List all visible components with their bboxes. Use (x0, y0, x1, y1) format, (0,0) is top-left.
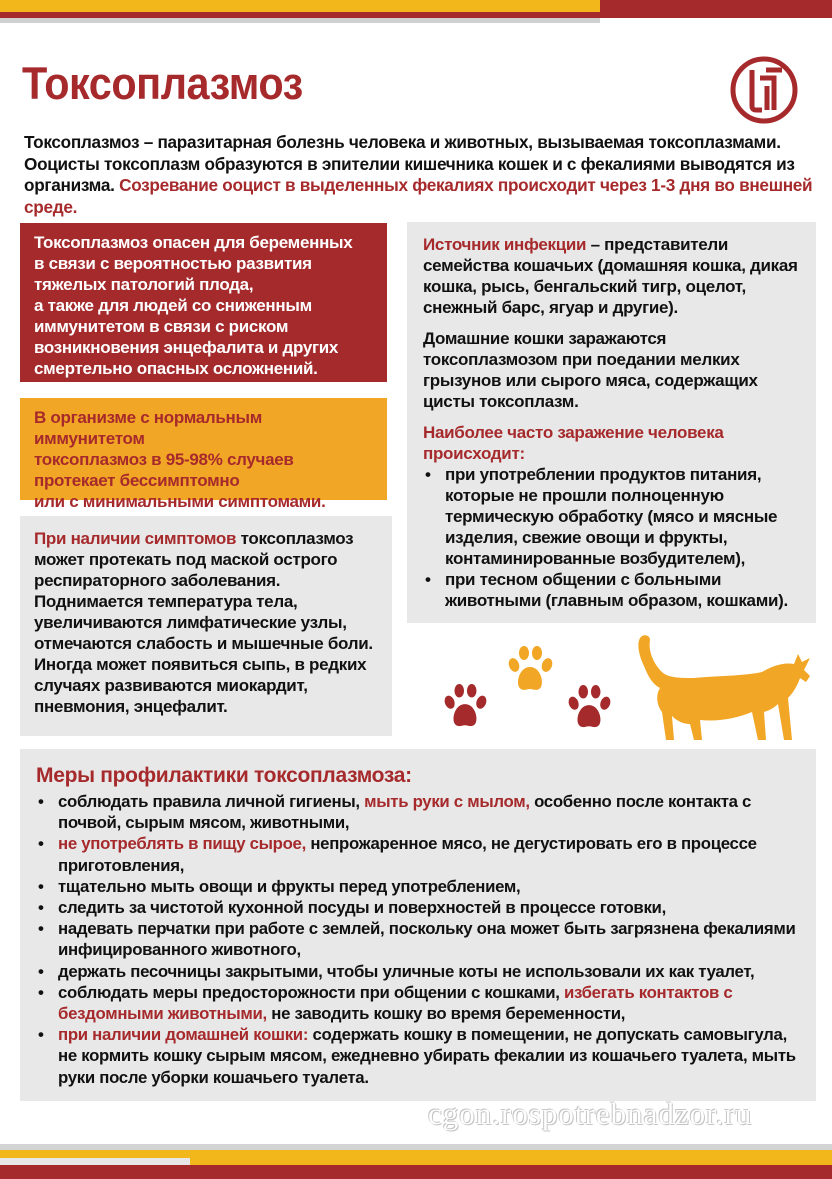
immunity-line: В организме с нормальным иммунитетом (34, 408, 263, 448)
item-text: содержать кошку в помещении, не допускать самовыгула, не кормить кошку сырым мясом, ежедневно убирать фекалии из кошачьего туалета, мыть руки после уборки кошачьего туалета. (58, 1025, 796, 1087)
item-highlight: избегать контактов с бездомными животными, (58, 982, 733, 1024)
item-text: не заводить кошку во время беременности, (266, 1004, 626, 1024)
prevention-heading: Меры профилактики токсоплазмоза: (36, 764, 412, 787)
danger-line: иммунитетом в связи с риском (34, 317, 289, 336)
item-highlight: мыть руки с мылом, (364, 792, 530, 811)
item-text: соблюдать правила личной гигиены, (58, 792, 365, 811)
page-title: Токсоплазмоз (22, 58, 303, 109)
list-item (58, 918, 800, 960)
item-text: непрожаренное мясо, не дегустировать его в процессе приготовления, (58, 834, 757, 875)
top-stripe-gray (0, 18, 600, 23)
item-highlight: не употреблять в пищу сырое, (58, 834, 306, 854)
danger-line: тяжелых патологий плода, (34, 275, 254, 294)
immunity-line: протекает бессимптомно (34, 471, 240, 490)
list-item (58, 791, 800, 833)
cats-paragraph: Домашние кошки заражаются токсоплазмозом при поедании мелких грызунов или сырого мяса, содержащих цисты токсоплазм. (423, 329, 758, 411)
rospotrebnadzor-logo (730, 56, 798, 124)
list-item (58, 897, 800, 918)
danger-line: в связи с вероятностью развития (34, 254, 312, 273)
infection-list (423, 464, 800, 611)
symptoms-text: токсоплазмоз может протекать под маской острого респираторного заболевания. Поднимается температура тела, увеличиваются лимфатические узлы, отмечаются слабость и мышечные боли. Иногда может появиться сыпь, в редких случаях развиваются миокардит, пневмония, энцефалит. (34, 529, 373, 716)
item-text: следить за чистотой кухонной посуды и поверхностей в процессе готовки, (58, 898, 666, 918)
item-text: соблюдать меры предосторожности при общении с кошками, (58, 982, 564, 1002)
cat-silhouette (634, 632, 820, 744)
danger-line: возникновения энцефалита и других (34, 338, 339, 357)
top-stripe-accent (600, 0, 832, 18)
immunity-line: или с минимальными симптомами. (34, 492, 326, 511)
immunity-box (20, 398, 387, 511)
list-item (58, 1024, 800, 1088)
prevention-box (20, 749, 816, 1101)
symptoms-highlight: При наличии симптомов (34, 529, 237, 548)
source-text: – представители семейства кошачьих (домашняя кошка, дикая кошка, рысь, бенгальский тигр, оцелот, снежный барс, ягуар и другие). (423, 235, 798, 317)
list-item: • при тесном общении с больными животными (главным образом, кошками). (445, 569, 800, 611)
list-item: • при употреблении продуктов питания, которые не прошли полноценную термическую обработку (мясо и мясные изделия, свежие овощи и фрукты, контаминированные возбудителем), (445, 464, 800, 569)
danger-line: а также для людей со сниженным (34, 296, 312, 315)
item-highlight: при наличии домашней кошки: (58, 1025, 309, 1045)
paw-icon (442, 683, 488, 731)
item-text: держать песочницы закрытыми, чтобы уличные коты не использовали их как туалет, (58, 961, 755, 981)
intro-text: Токсоплазмоз – паразитарная болезнь человека и животных, вызываемая токсоплазмами. Ооцисты токсоплазм образуются в эпителии кишечника кошек и с фекалиями выводятся из организма. (24, 132, 795, 195)
infection-heading: Наиболее часто заражение человека происходит: (423, 423, 724, 463)
list-item (58, 876, 800, 897)
prevention-list (36, 791, 800, 1088)
danger-box (20, 223, 387, 382)
bottom-stripe-accent (0, 1158, 190, 1165)
danger-line: смертельно опасных осложнений. (34, 359, 318, 378)
list-item (58, 982, 800, 1024)
source-label: Источник инфекции (423, 235, 587, 254)
source-box (407, 222, 816, 623)
intro-paragraph (24, 132, 814, 218)
list-item (58, 833, 800, 875)
paw-icon (506, 645, 554, 695)
item-text: тщательно мыть овощи и фрукты перед употреблением, (58, 876, 521, 896)
watermark: cgon.rospotrebnadzor.ru (428, 1096, 753, 1131)
list-item (58, 961, 800, 982)
symptoms-box (20, 516, 392, 736)
bottom-stripe-red (0, 1165, 832, 1179)
item-text: надевать перчатки при работе с землей, поскольку она может быть загрязнена фекалиями инфицированного животного, (58, 919, 796, 960)
item-text: особенно после контакта с почвой, сырым мясом, животными, (58, 792, 752, 833)
immunity-line: токсоплазмоз в 95-98% случаев (34, 450, 294, 469)
intro-highlight: Созревание ооцист в выделенных фекалиях происходит через 1-3 дня во внешней среде. (24, 175, 813, 217)
source-paragraph (423, 234, 800, 318)
paw-icon (566, 684, 612, 732)
danger-line: Токсоплазмоз опасен для беременных (34, 233, 353, 252)
